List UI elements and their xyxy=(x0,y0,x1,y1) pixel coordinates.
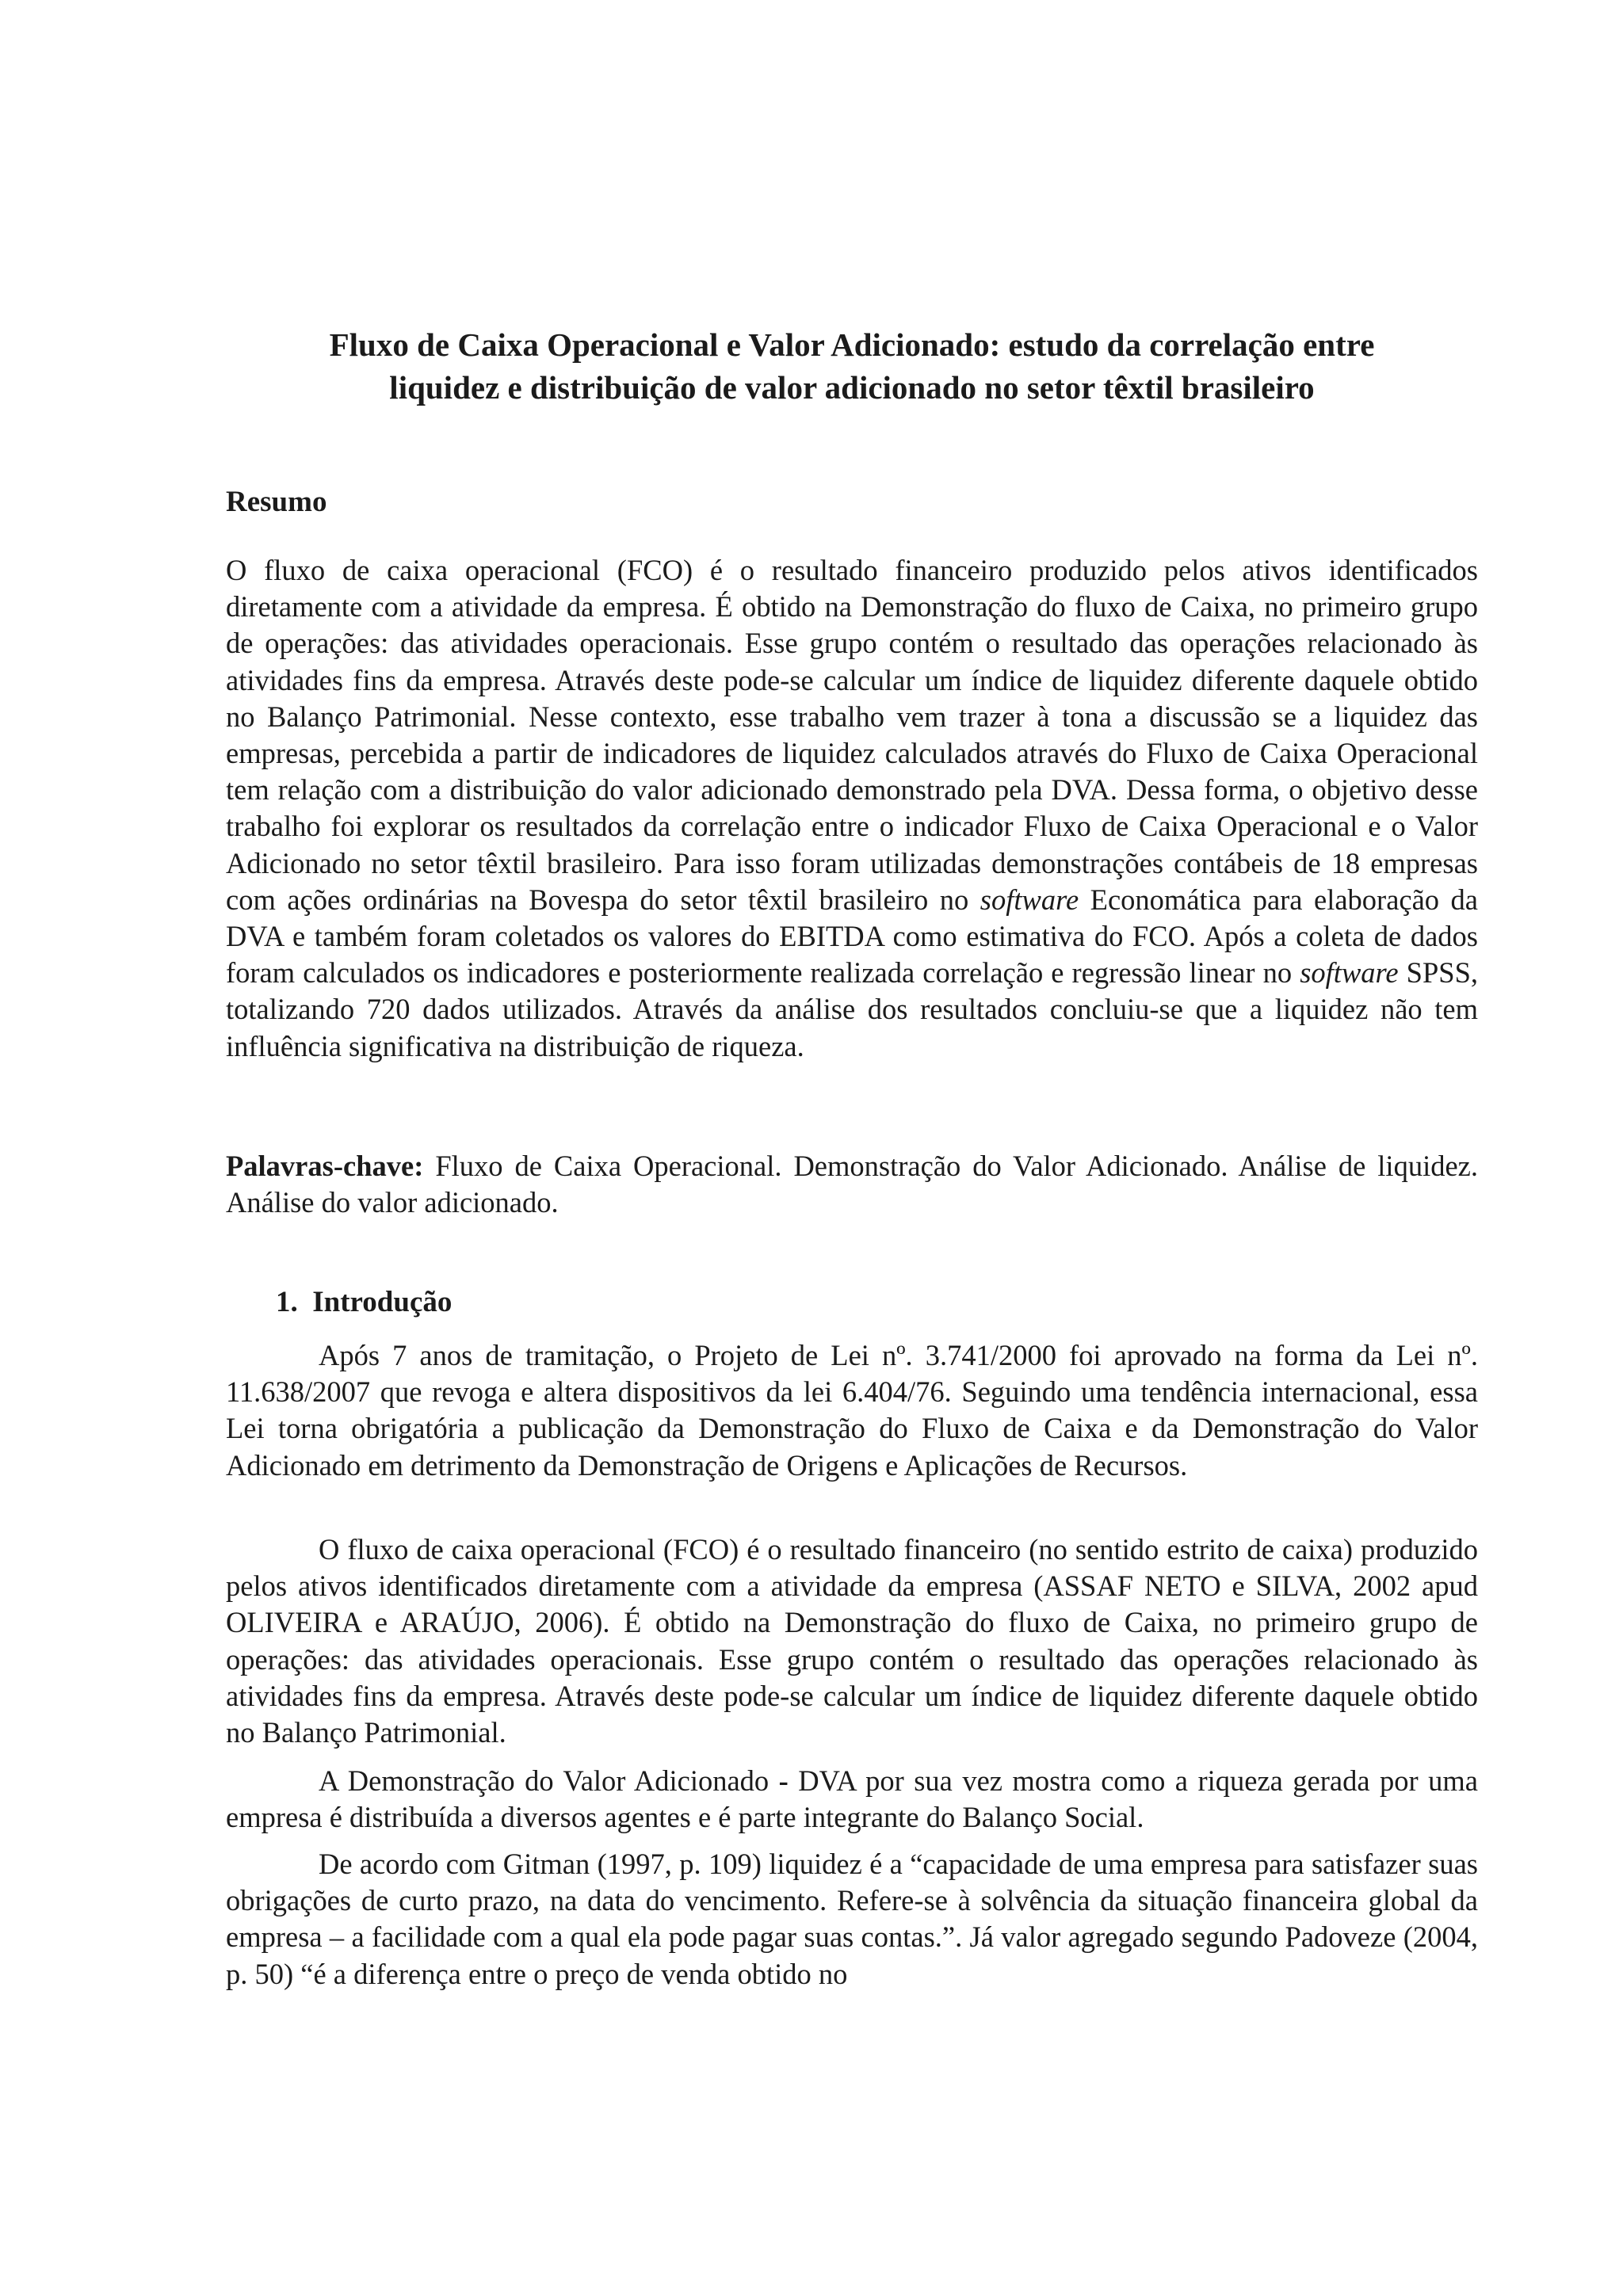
section-number: 1. xyxy=(276,1286,298,1318)
abstract-heading: Resumo xyxy=(226,486,327,518)
intro-paragraph-1: Após 7 anos de tramitação, o Projeto de Lei nº. 3.741/2000 foi aprovado na forma da Lei nº. 11.638/2007 que revoga e altera dispositivos da lei 6.404/76. Seguindo uma tendência internacional, essa Lei torna obrigatória a publicação da Demonstração do Fluxo de Caixa e da Demonstração do Valor Adicionado em detrimento da Demonstração de Origens e Aplicações de Recursos. xyxy=(226,1339,1478,1482)
keywords-label: Palavras-chave: xyxy=(226,1150,424,1182)
software-term: software xyxy=(980,883,1079,916)
title-line-1: Fluxo de Caixa Operacional e Valor Adicionado: estudo da correlação entre xyxy=(329,326,1375,363)
keywords xyxy=(226,1148,1478,1221)
title-line-2: liquidez e distribuição de valor adicionado no setor têxtil brasileiro xyxy=(389,369,1315,406)
section-title: Introdução xyxy=(312,1286,453,1318)
intro-paragraph-3: A Demonstração do Valor Adicionado - DVA por sua vez mostra como a riqueza gerada por uma empresa é distribuída a diversos agentes e é parte integrante do Balanço Social. xyxy=(226,1764,1478,1834)
section-heading-introduction xyxy=(276,1283,452,1322)
keywords-text: Fluxo de Caixa Operacional. Demonstração do Valor Adicionado. Análise de liquidez. Análise do valor adicionado. xyxy=(226,1150,1478,1219)
intro-paragraph-4: De acordo com Gitman (1997, p. 109) liquidez é a “capacidade de uma empresa para satisfazer suas obrigações de curto prazo, na data do vencimento. Refere-se à solvência da situação financeira global da empresa – a facilidade com a qual ela pode pagar suas contas.”. Já valor agregado segundo Padoveze (2004, p. 50) “é a diferença entre o preço de venda obtido no xyxy=(226,1848,1478,1990)
paper-title xyxy=(226,323,1478,409)
intro-paragraph-2: O fluxo de caixa operacional (FCO) é o resultado financeiro (no sentido estrito de caixa) produzido pelos ativos identificados diretamente com a atividade da empresa (ASSAF NETO e SILVA, 2002 apud OLIVEIRA e ARAÚJO, 2006). É obtido na Demonstração do fluxo de Caixa, no primeiro grupo de operações: das atividades operacionais. Esse grupo contém o resultado das operações relacionado às atividades fins da empresa. Através deste pode-se calcular um índice de liquidez diferente daquele obtido no Balanço Patrimonial. xyxy=(226,1533,1478,1749)
abstract-text: O fluxo de caixa operacional (FCO) é o resultado financeiro produzido pelos ativos identificados diretamente com a atividade da empresa. É obtido na Demonstração do fluxo de Caixa, no primeiro grupo de operações: das atividades operacionais. Esse grupo contém o resultado das operações relacionado às atividades fins da empresa. Através deste pode-se calcular um índice de liquidez diferente daquele obtido no Balanço Patrimonial. Nesse contexto, esse trabalho vem trazer à tona a discussão se a liquidez das empresas, percebida a partir de indicadores de liquidez calculados através do Fluxo de Caixa Operacional tem relação com a distribuição do valor adicionado demonstrado pela DVA. Dessa forma, o objetivo desse trabalho foi explorar os resultados da correlação entre o indicador Fluxo de Caixa Operacional e o Valor Adicionado no setor têxtil brasileiro. Para isso foram utilizadas demonstrações contábeis de 18 empresas com ações ordinárias na Bovespa do setor têxtil brasileiro no software Economática para elaboração da DVA e também foram coletados os valores do EBITDA como estimativa do FCO. Após a coleta de dados foram calculados os indicadores e posteriormente realizada correlação e regressão linear no software SPSS, totalizando 720 dados utilizados. Através da análise dos resultados concluiu-se que a liquidez não tem influência significativa na distribuição de riqueza. xyxy=(226,554,1479,1062)
software-term: software xyxy=(1300,956,1399,990)
